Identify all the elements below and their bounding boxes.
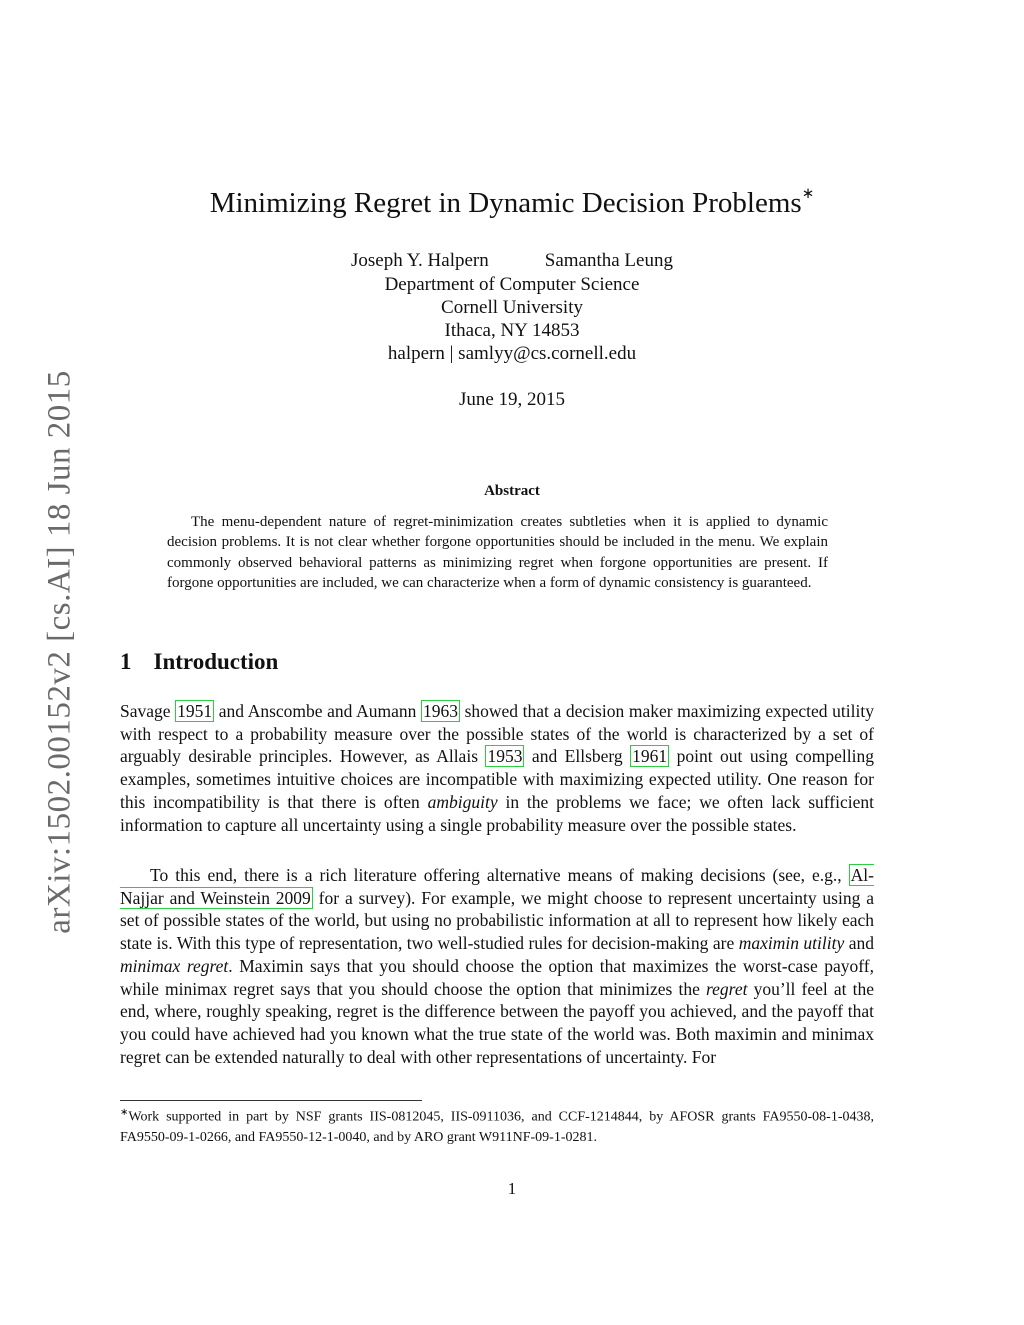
text-run: To this end, there is a rich literature offering alternative means of making decisions (see, e.g., (150, 865, 849, 885)
section-number: 1 (120, 649, 132, 674)
page-number: 1 (507, 1179, 517, 1198)
emphasis-term: regret (706, 978, 748, 999)
text-run: point out using compelling examples, sometimes intuitive choices are incompatible with maximizing expected utility. One reason for this incompatibility is that there is often (120, 746, 874, 812)
text-run: . Maximin says that you should choose the option that maximizes the worst-case payoff, while minimax regret says that you should choose the option that minimizes the (120, 955, 874, 999)
author-email: halpern | samlyy@cs.cornell.edu (387, 343, 637, 364)
text-run: you’ll feel at the end, where, roughly speaking, regret is the difference between the payoff you achieved, and the payoff that you could have achieved had you known what the true state of the world was. Both maximin and minimax regret can be extended naturally to deal with other representations of uncertainty. For (120, 978, 874, 1067)
affiliation-city: Ithaca, NY 14853 (444, 320, 580, 341)
citation-link[interactable]: 1953 (487, 746, 523, 767)
author-name: Samantha Leung (544, 250, 673, 271)
text-run: and Anscombe and Aumann (214, 701, 421, 721)
text-run: showed that a decision maker maximizing expected utility with respect to a probability measure over the possible states of the world is characterized by a set of arguably desirable principles. However, as Allais (120, 701, 874, 767)
emphasis-term: minimax regret (120, 955, 229, 976)
author-name: Joseph Y. Halpern (351, 250, 489, 271)
footnote-text: Work supported in part by NSF grants IIS-0812045, IIS-0911036, and CCF-1214844, by AFOSR grants FA9550-08-1-0438, FA9550-09-1-0266, and FA9550-12-1-0040, and by ARO grant W911NF-09-1-0281. (120, 1109, 874, 1145)
paragraph-1 (120, 700, 874, 836)
footnote (120, 1103, 874, 1148)
abstract-text: The menu-dependent nature of regret-minimization creates subtleties when it is applied to dynamic decision problems. It is not clear whether forgone opportunities should be included in the menu. We explain commonly observed behavioral patterns as minimizing regret when forgone opportunities are present. If forgone opportunities are included, we can characterize when a form of dynamic consistency is guaranteed. (167, 514, 828, 591)
citation-link[interactable]: 1961 (632, 746, 668, 767)
footnote-divider (120, 1100, 422, 1101)
text-run: and Ellsberg (524, 746, 631, 767)
arxiv-identifier: arXiv:1502.00152v2 [cs.AI] 18 Jun 2015 (41, 370, 78, 934)
paper-date: June 19, 2015 (458, 389, 566, 410)
emphasis-term: ambiguity (427, 791, 498, 812)
emphasis-term: maximin utility (738, 933, 845, 954)
paper-title (0, 184, 1024, 220)
text-run: Savage (120, 701, 176, 721)
footnote-mark: ∗ (120, 1107, 129, 1118)
affiliation-department: Department of Computer Science (384, 274, 640, 295)
text-run: and (844, 933, 874, 954)
citation-link[interactable]: 1963 (422, 701, 458, 721)
citation-link[interactable]: 1951 (177, 701, 213, 721)
text-run: for a survey). For example, we might choose to represent uncertainty using a set of possible states of the world, but using no probabilistic information at all to represent how likely each state is. With this type of representation, two well-studied rules for decision-making are (120, 887, 874, 954)
section-heading (120, 649, 278, 675)
affiliation-university: Cornell University (441, 297, 583, 318)
citation-link[interactable]: Al-Najjar and Weinstein 2009 (120, 865, 874, 908)
title-footnote-mark[interactable]: ∗ (801, 186, 815, 202)
text-run: in the problems we face; we often lack sufficient information to capture all uncertainty using a single probability measure over the possible states. (120, 791, 874, 835)
abstract-heading: Abstract (484, 483, 540, 499)
affiliation (0, 273, 1024, 365)
paragraph-2 (120, 864, 874, 1068)
authors (0, 250, 1024, 272)
section-title: Introduction (153, 649, 279, 674)
paper-title-text: Minimizing Regret in Dynamic Decision Problems (209, 187, 802, 219)
